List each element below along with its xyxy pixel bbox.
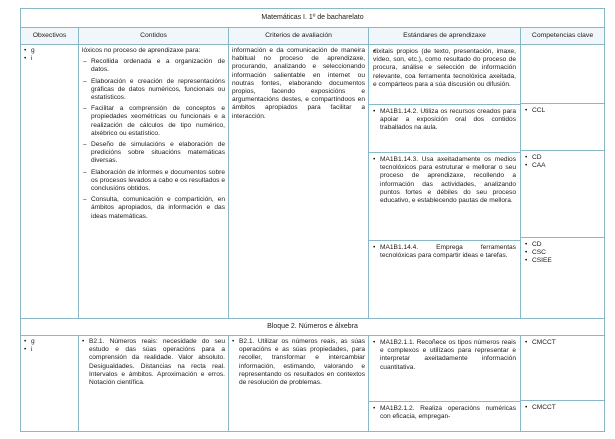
standard-entry bbox=[369, 152, 520, 240]
competence-group bbox=[521, 150, 604, 237]
competence-group bbox=[521, 336, 604, 400]
competence-item: • CD bbox=[525, 241, 600, 249]
competence-item: • CAA bbox=[525, 162, 600, 170]
header-row bbox=[21, 28, 605, 45]
title-row bbox=[21, 9, 605, 28]
contents-intro: lóxicos no proceso de aprendizaxe para: bbox=[82, 47, 201, 54]
standard-entry bbox=[369, 401, 520, 431]
curriculum-table bbox=[20, 8, 605, 432]
contents-item: – Elaboración de informes e documentos sobre os procesos levados a cabo e os resultados e conclusións obtidos. bbox=[82, 169, 225, 194]
standard-text: • dixitais propios (de texto, presentación, imaxe, vídeo, son, etc.), como resultado do proceso de procura, análise e selección de información relevante, coa ferramenta tecnolóxica axeitada, e compárteos para a súa discusión ou difusión. bbox=[373, 48, 516, 89]
standard-entry bbox=[369, 336, 520, 401]
standard-text: • MA1B1.14.2. Utiliza os recursos creados para apoiar a exposición oral dos contidos traballados na aula. bbox=[373, 108, 516, 133]
contents-item: – Elaboración e creación de representacións gráficas de datos numéricos, funcionais ou estatísticos. bbox=[82, 78, 225, 103]
competence-group bbox=[521, 103, 604, 150]
objective-item: • g bbox=[24, 47, 75, 55]
contents-item: – Consulta, comunicación e compartición, en ámbitos apropiados, da información e das ideas matemáticas. bbox=[82, 196, 225, 221]
competence-item: • CMCCT bbox=[525, 339, 600, 347]
competence-item: • CSC bbox=[525, 249, 600, 257]
header-standards: Estándares de aprendizaxe bbox=[369, 28, 521, 45]
block2-title: Bloque 2. Números e álxebra bbox=[21, 319, 605, 336]
standard-text: • MA1B2.1.2. Realiza operacións numéricas con eficacia, empregan- bbox=[373, 405, 516, 421]
block2-row bbox=[21, 336, 605, 432]
objective-item: • i bbox=[24, 55, 75, 63]
block2-objectives bbox=[21, 336, 79, 432]
objective-item: • g bbox=[24, 338, 75, 346]
header-objectives: Obxectivos bbox=[21, 28, 79, 45]
block2-standards bbox=[369, 336, 521, 432]
block2-contents bbox=[79, 336, 229, 432]
standard-entry bbox=[369, 104, 520, 152]
standard-entry bbox=[369, 240, 520, 288]
contents-item: • B2.1. Números reais: necesidade do seu estudo e das súas operacións para a comprensión da realidade. Valor absoluto. Desigualdades. Distancias na recta real. Intervalos e ámbitos. Aproximación e erros. Notación científica. bbox=[82, 338, 225, 387]
competence-item: • CSIEE bbox=[525, 257, 600, 265]
standard-entry bbox=[369, 45, 520, 104]
standard-text: • MA1B2.1.1. Recoñece os tipos números reais e complexos e utilízaos para representar e interpretar axeitadamente información cuantitativa. bbox=[373, 339, 516, 372]
block1-competences bbox=[521, 45, 605, 319]
objective-item: • i bbox=[24, 346, 75, 354]
block1-standards bbox=[369, 45, 521, 319]
contents-item: – Facilitar a comprensión de conceptos e propiedades xeométricas ou funcionais e a realización de cálculos de tipo numérico, alxébrico ou estatístico. bbox=[82, 105, 225, 138]
block1-criteria: información e da comunicación de maneira habitual no proceso de aprendizaxe, procurando, analizando e seleccionando información salientable en internet ou noutras fontes, elaborando documentos propios, facendo exposicións e argumentacións destes, e compartíndoos en ámbitos apropiados para facilitar a interacción. bbox=[229, 45, 369, 319]
block1-contents bbox=[79, 45, 229, 319]
table-title: Matemáticas I. 1º de bacharelato bbox=[21, 9, 605, 28]
block2-criteria bbox=[229, 336, 369, 432]
block1-objectives bbox=[21, 45, 79, 319]
criteria-item: • B2.1. Utilizar os números reais, as súas operacións e as súas propiedades, para recoller, transformar e intercambiar información, estimando, valorando e representando os resultados en contextos de resolución de problemas. bbox=[232, 338, 365, 387]
competence-group bbox=[521, 45, 604, 103]
standard-text: • MA1B1.14.4. Emprega ferramentas tecnolóxicas para compartir ideas e tarefas. bbox=[373, 244, 516, 260]
block1-row bbox=[21, 45, 605, 319]
block2-header-row bbox=[21, 319, 605, 336]
block2-competences bbox=[521, 336, 605, 432]
header-competences: Competencias clave bbox=[521, 28, 605, 45]
competence-item: • CMCCT bbox=[525, 404, 600, 412]
header-contents: Contidos bbox=[79, 28, 229, 45]
competence-item: • CD bbox=[525, 154, 600, 162]
contents-item: – Deseño de simulacións e elaboración de predicións sobre situacións matemáticas diversas. bbox=[82, 141, 225, 166]
contents-item: – Recollida ordenada e a organización de datos. bbox=[82, 58, 225, 74]
standard-text: • MA1B1.14.3. Usa axeitadamente os medios tecnolóxicos para estruturar e mellorar o seu proceso de aprendizaxe, recollendo a información das actividades, analizando puntos fortes e débiles do seu proceso educativo, e establecendo pautas de mellora. bbox=[373, 156, 516, 205]
header-criteria: Criterios de avaliación bbox=[229, 28, 369, 45]
competence-group bbox=[521, 400, 604, 429]
competence-item: • CCL bbox=[525, 107, 600, 115]
competence-group bbox=[521, 237, 604, 284]
